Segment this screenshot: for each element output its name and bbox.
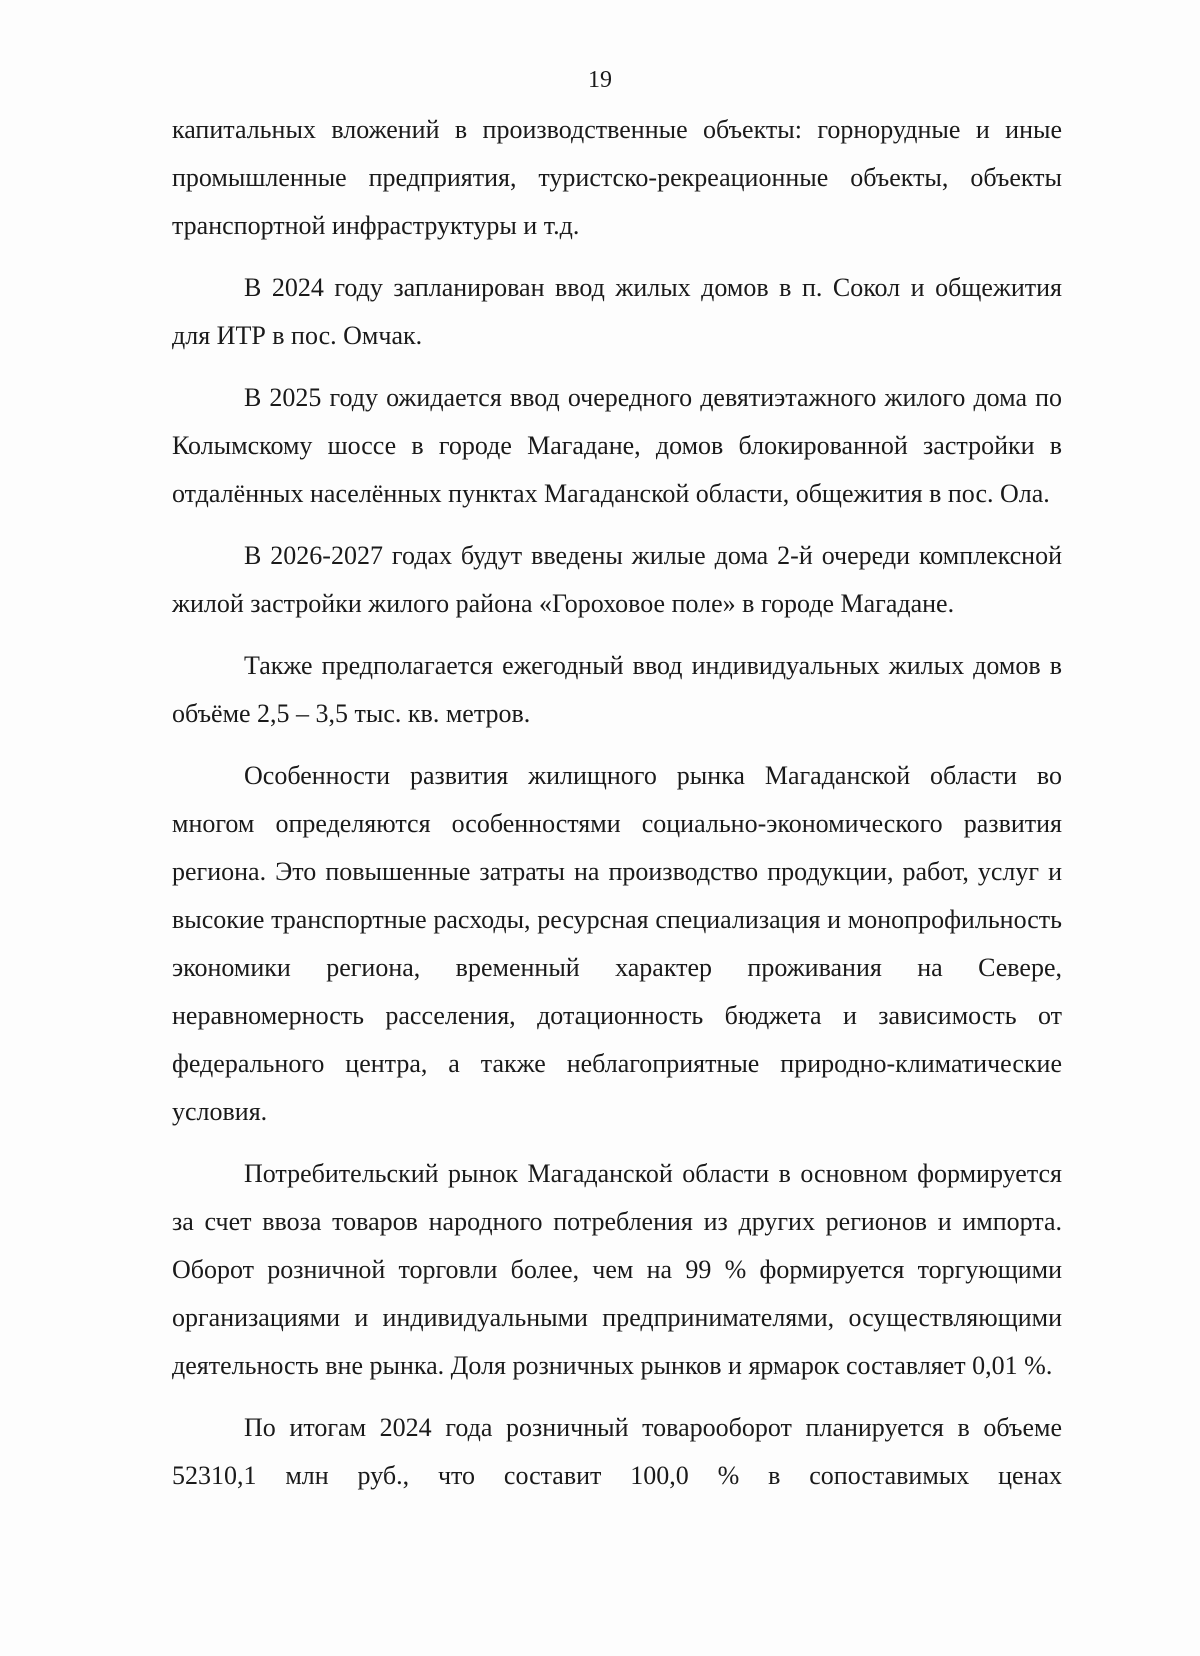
paragraph-2024-housing: В 2024 году запланирован ввод жилых домов в п. Сокол и общежития для ИТР в пос. Омчак.	[172, 273, 1062, 350]
page-number: 19	[588, 67, 612, 93]
document-body	[172, 106, 1062, 1514]
paragraph-2026-2027-housing: В 2026-2027 годах будут введены жилые дома 2-й очереди комплексной жилой застройки жилого района «Гороховое поле» в городе Магадане.	[172, 541, 1062, 618]
paragraph-housing-market-features: Особенности развития жилищного рынка Магаданской области во многом определяются особенностями социально-экономического развития региона. Это повышенные затраты на производство продукции, работ, услуг и высокие транспортные расходы, ресурсная специализация и монопрофильность экономики региона, временный характер проживания на Севере, неравномерность расселения, дотационность бюджета и зависимость от федерального центра, а также неблагоприятные природно-климатические условия.	[172, 761, 1062, 1126]
paragraph-individual-housing: Также предполагается ежегодный ввод индивидуальных жилых домов в объёме 2,5 – 3,5 тыс. кв. метров.	[172, 651, 1062, 728]
paragraph-retail-turnover: По итогам 2024 года розничный товарооборот планируется в объеме 52310,1 млн руб., что составит 100,0 % в сопоставимых ценах	[172, 1413, 1062, 1490]
paragraph-continuation: капитальных вложений в производственные объекты: горнорудные и иные промышленные предприятия, туристско-рекреационные объекты, объекты транспортной инфраструктуры и т.д.	[172, 115, 1062, 240]
paragraph-2025-housing: В 2025 году ожидается ввод очередного девятиэтажного жилого дома по Колымскому шоссе в городе Магадане, домов блокированной застройки в отдалённых населённых пунктах Магаданской области, общежития в пос. Ола.	[172, 383, 1062, 508]
paragraph-consumer-market: Потребительский рынок Магаданской области в основном формируется за счет ввоза товаров народного потребления из других регионов и импорта. Оборот розничной торговли более, чем на 99 % формируется торгующими организациями и индивидуальными предпринимателями, осуществляющими деятельность вне рынка. Доля розничных рынков и ярмарок составляет 0,01 %.	[172, 1159, 1062, 1380]
